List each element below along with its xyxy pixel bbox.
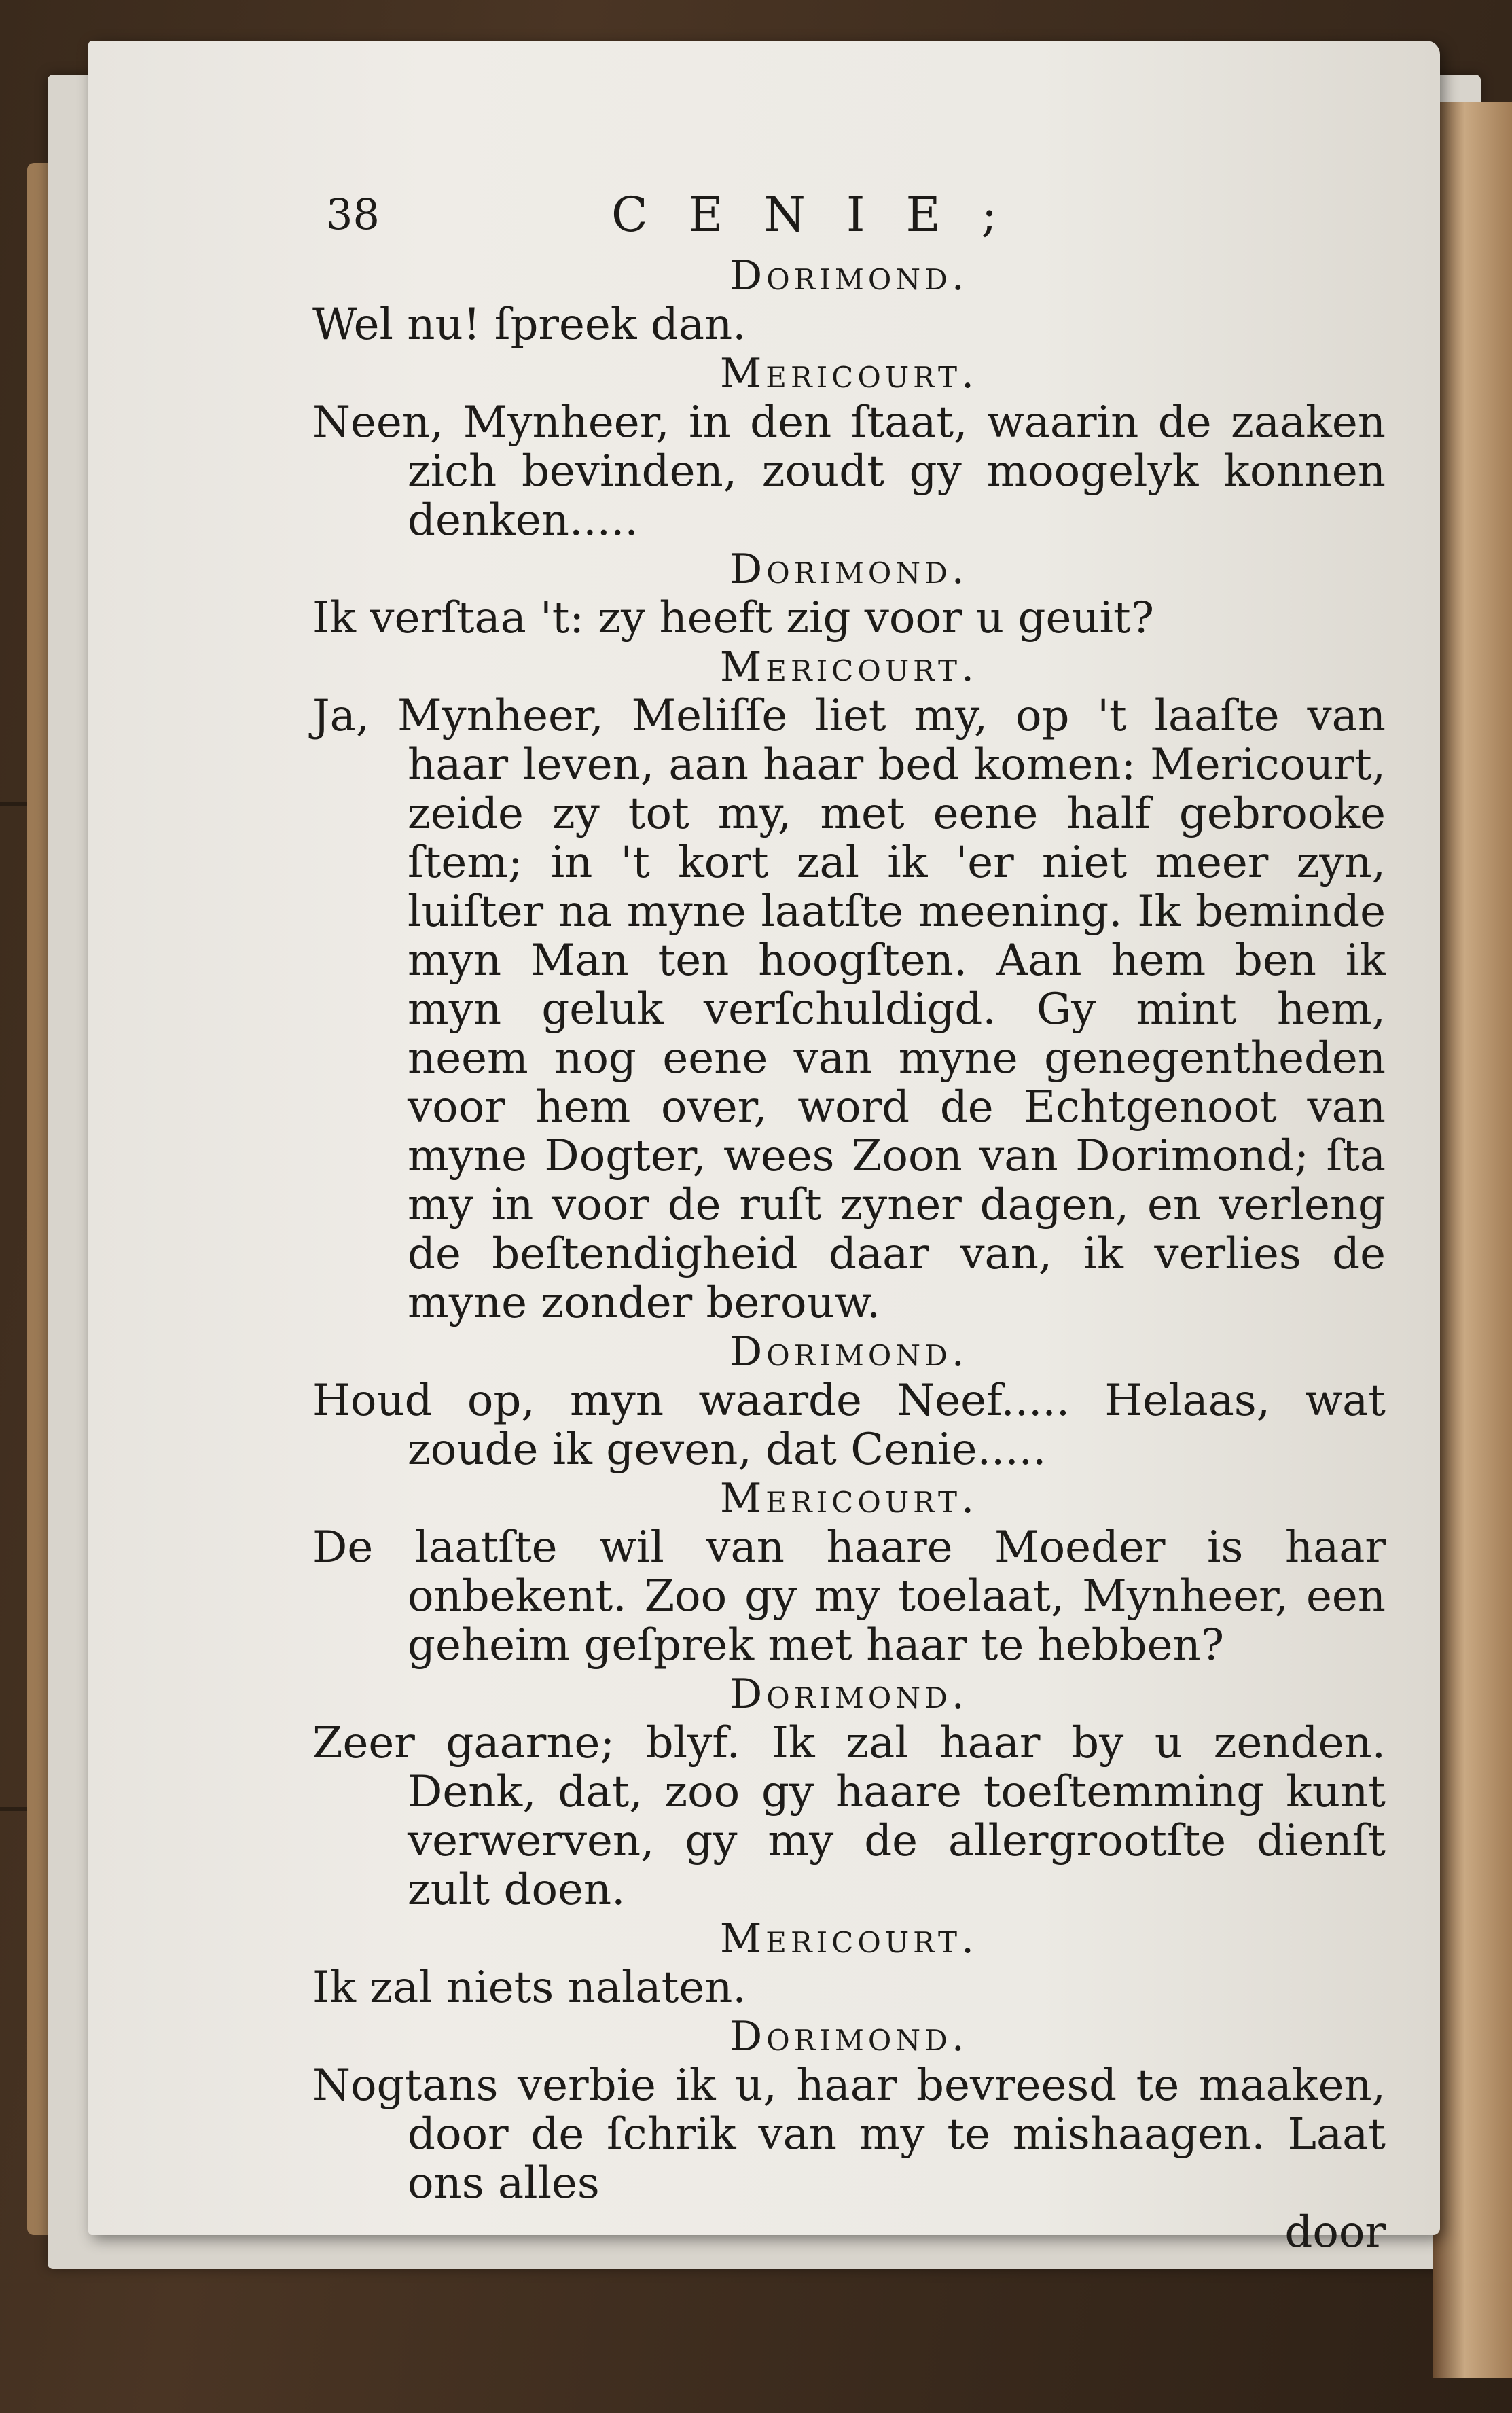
speech-text: Ik zal niets nalaten.	[312, 1963, 746, 2013]
running-title: CENIE;	[611, 187, 1039, 243]
page-number: 38	[326, 190, 380, 239]
speaker-name: Mericourt.	[719, 1475, 979, 1522]
speaker-name: Mericourt.	[719, 350, 979, 397]
speaker-name: Dorimond.	[730, 1328, 969, 1376]
speech-text: Zeer gaarne; blyf. Ik zal haar by u zenden. Denk, dat, zoo gy haare toeſtemming kunt verwerven, gy my de allergrootſte dienſt zult doen.	[312, 1718, 1386, 1915]
speech-text: Ja, Mynheer, Meliſſe liet my, op 't laaſte van haar leven, aan haar bed komen: Mericourt, zeide zy tot my, met eene half gebrooke ſtem; in 't kort zal ik 'er niet meer zyn, luiſter na myne laatſte meening. Ik beminde myn Man ten hoogſten. Aan hem ben ik myn geluk verſchuldigd. Gy mint hem, neem nog eene van myne genegentheden voor hem over, word de Echtgenoot van myne Dogter, wees Zoon van Dorimond; ſta my in voor de ruſt zyner dagen, en verleng de beſtendigheid daar van, ik verlies de myne zonder berouw.	[312, 691, 1386, 1328]
speech-text: Ik verſtaa 't: zy heeft zig voor u geuit?	[312, 593, 1155, 643]
speech-text: Houd op, myn waarde Neef..... Helaas, wat zoude ik geven, dat Cenie.....	[312, 1376, 1386, 1475]
speech-text: De laatſte wil van haare Moeder is haar onbekent. Zoo gy my toelaat, Mynheer, een geheim geſprek met haar te hebben?	[312, 1522, 1386, 1670]
speaker-name: Mericourt.	[719, 1915, 979, 1963]
speech-text: Nogtans verbie ik u, haar bevreesd te maaken, door de ſchrik van my te mishaagen. Laat ons alles	[312, 2060, 1386, 2209]
page-header	[312, 187, 1386, 251]
speaker-name: Mericourt.	[719, 643, 979, 691]
speaker-name: Dorimond.	[730, 546, 969, 593]
speaker-name: Dorimond.	[730, 1670, 969, 1718]
catchword: door	[1284, 2207, 1386, 2257]
book-cover-edge	[1433, 102, 1512, 2378]
speaker-name: Dorimond.	[730, 252, 969, 300]
speaker-name: Dorimond.	[730, 2013, 969, 2060]
page-text	[312, 187, 1386, 2257]
speech-text: Wel nu! ſpreek dan.	[312, 300, 746, 350]
dialogue	[312, 251, 1386, 2208]
speech-text: Neen, Mynheer, in den ſtaat, waarin de zaaken zich bevinden, zoudt gy moogelyk konnen denken.....	[312, 397, 1386, 546]
